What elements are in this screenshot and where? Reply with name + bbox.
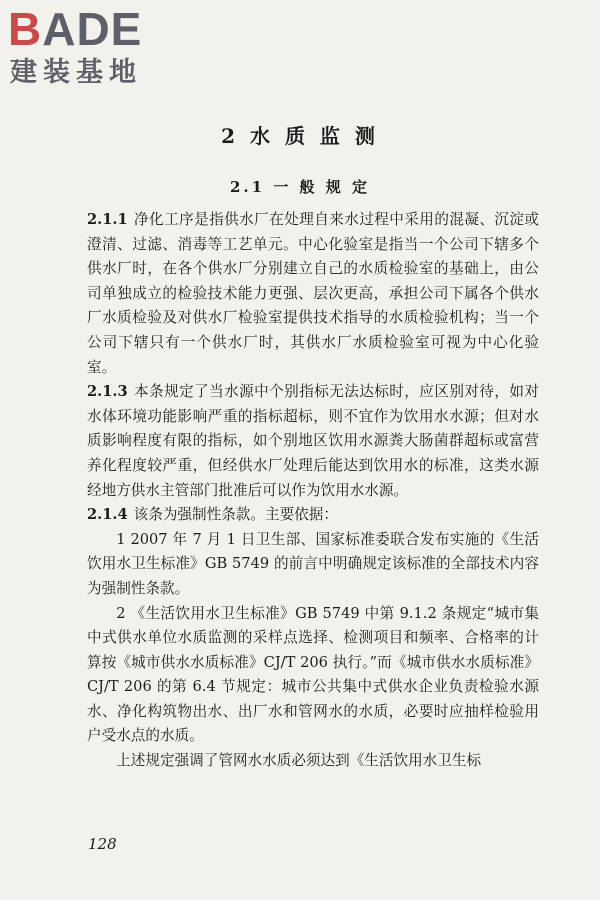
list-item-1: 1 2007 年 7 月 1 日卫生部、国家标准委联合发布实施的《生活饮用水卫生标准》GB 5749 的前言中明确规定该标准的全部技术内容为强制性条款。 — [87, 530, 539, 597]
logo-accent-letter: B — [8, 3, 43, 55]
chapter-title: 2 水 质 监 测 — [221, 124, 379, 148]
clause-2-1-4 — [87, 503, 539, 528]
section-title: 2.1 一 般 规 定 — [230, 178, 370, 196]
closing-paragraph: 上述规定强调了管网水水质必须达到《生活饮用水卫生标 — [116, 752, 482, 770]
brand-subtitle: 建装基地 — [10, 57, 142, 88]
page-number: 128 — [88, 835, 117, 853]
logo-rest-letters: ADE — [42, 3, 143, 55]
clause-2-1-1 — [87, 208, 539, 380]
clause-text: 该条为强制性条款。主要依据： — [133, 506, 338, 524]
clause-number: 2.1.4 — [87, 506, 128, 524]
clause-number: 2.1.3 — [87, 383, 128, 401]
brand-logo — [8, 3, 143, 55]
clause-2-1-3 — [87, 380, 539, 503]
body-text — [87, 208, 539, 774]
list-item-2: 2 《生活饮用水卫生标准》GB 5749 中第 9.1.2 条规定“城市集中式供水单位水质监测的采样点选择、检测项目和频率、合格率的计算按《城市供水水质标准》CJ/T 206 执行。”而《城市供水水质标准》CJ/T 206 的第 6.4 节规定：城市公共集中式供水企业负责检验水源水、净化构筑物出水、出厂水和管网水的水质，必要时应抽样检验用户受水点的水质。 — [87, 604, 539, 745]
clause-text: 净化工序是指供水厂在处理自来水过程中采用的混凝、沉淀或澄清、过滤、消毒等工艺单元。中心化验室是指当一个公司下辖多个供水厂时，在各个供水厂分别建立自己的水质检验室的基础上，由公司单独成立的检验技术能力更强、层次更高，承担公司下属各个供水厂水质检验及对供水厂检验室提供技术指导的水质检验机构；当一个公司下辖只有一个供水厂时，其供水厂水质检验室可视为中心化验室。 — [87, 211, 539, 376]
clause-text: 本条规定了当水源中个别指标无法达标时，应区别对待，如对水体环境功能影响严重的指标超标，则不宜作为饮用水水源；但对水质影响程度有限的指标，如个别地区饮用水源粪大肠菌群超标或富营养化程度较严重，但经供水厂处理后能达到饮用水的标准，这类水源经地方供水主管部门批准后可以作为饮用水水源。 — [87, 383, 539, 499]
clause-number: 2.1.1 — [87, 211, 128, 228]
